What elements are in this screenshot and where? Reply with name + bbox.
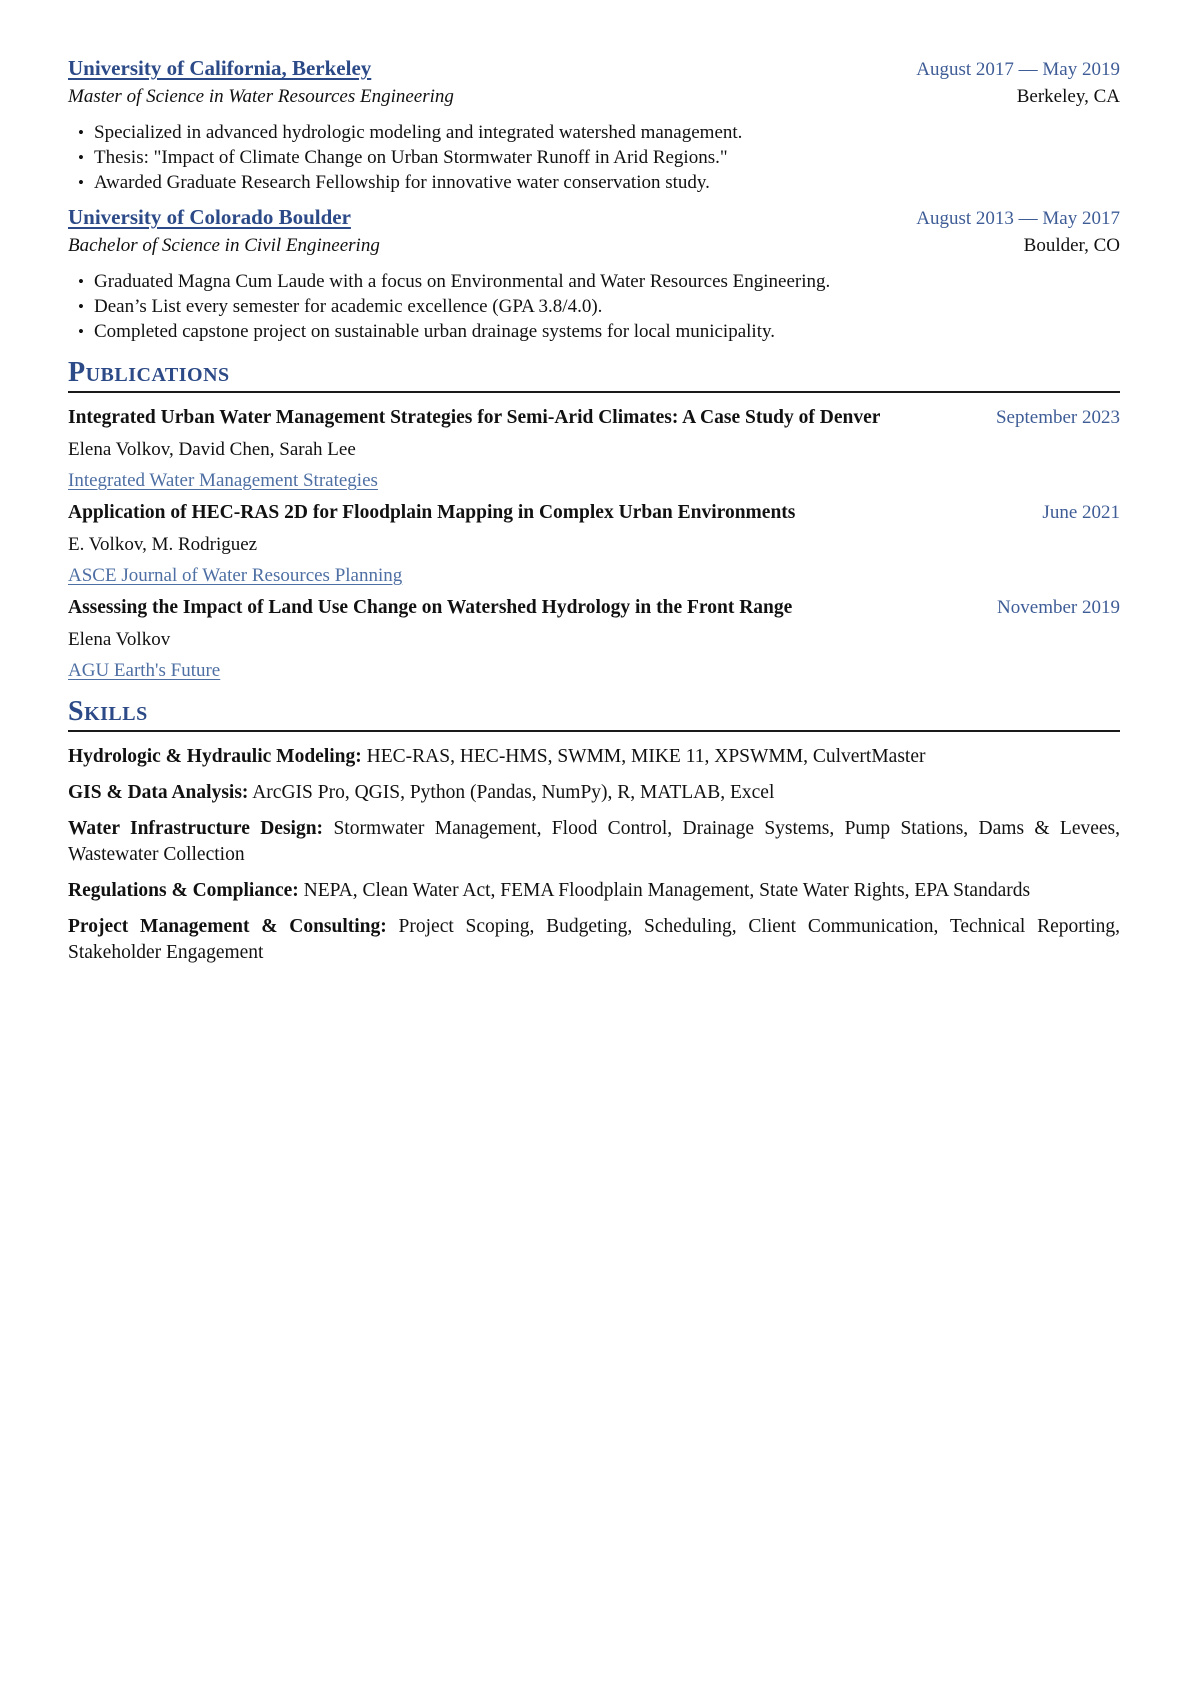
- bullet-item: • Thesis: "Impact of Climate Change on Urban Stormwater Runoff in Arid Regions.": [94, 145, 1120, 170]
- skill-text: Project Scoping, Budgeting, Scheduling, Client Communication, Technical Reporting, Stakeholder Engagement: [68, 916, 1120, 963]
- publication-link[interactable]: AGU Earth's Future: [68, 660, 221, 681]
- publication-item: [68, 595, 1120, 683]
- education-entry-boulder: [68, 205, 1120, 344]
- education-bullet-list: [68, 120, 1120, 195]
- skill-text: HEC-RAS, HEC-HMS, SWMM, MIKE 11, XPSWMM, CulvertMaster: [366, 746, 926, 767]
- education-location: Boulder, CO: [1023, 235, 1120, 256]
- skill-label: Hydrologic & Hydraulic Modeling:: [68, 746, 362, 767]
- bullet-item: • Graduated Magna Cum Laude with a focus on Environmental and Water Resources Engineering.: [94, 269, 1120, 294]
- skill-label: Project Management & Consulting:: [68, 916, 387, 937]
- skill-item: [68, 816, 1120, 868]
- publication-header: [68, 500, 1120, 526]
- bullet-item: • Dean’s List every semester for academic excellence (GPA 3.8/4.0).: [94, 294, 1120, 319]
- publication-item: [68, 500, 1120, 588]
- bullet-item: • Specialized in advanced hydrologic modeling and integrated watershed management.: [94, 120, 1120, 145]
- skill-item: [68, 878, 1120, 904]
- education-entry-header: [68, 205, 1120, 230]
- bullet-item: • Completed capstone project on sustainable urban drainage systems for local municipality.: [94, 319, 1120, 344]
- education-date-range: August 2017 — May 2019: [916, 59, 1120, 80]
- publication-title: Assessing the Impact of Land Use Change on Watershed Hydrology in the Front Range: [68, 597, 793, 618]
- publications-section: [68, 358, 1120, 683]
- education-location: Berkeley, CA: [1016, 86, 1120, 107]
- skill-label: Water Infrastructure Design:: [68, 818, 324, 839]
- bullet-item: • Awarded Graduate Research Fellowship for innovative water conservation study.: [94, 170, 1120, 195]
- education-entry-header: [68, 56, 1120, 81]
- skill-label: Regulations & Compliance:: [68, 880, 299, 901]
- skill-item: [68, 744, 1120, 770]
- publications-section-title: Publications: [68, 358, 1120, 393]
- institution-link-berkeley[interactable]: University of California, Berkeley: [68, 56, 372, 80]
- publication-link[interactable]: Integrated Water Management Strategies: [68, 470, 378, 491]
- skill-item: [68, 914, 1120, 966]
- education-entry-subheader: [68, 86, 1120, 108]
- education-date-range: August 2013 — May 2017: [916, 208, 1120, 229]
- publication-title: Integrated Urban Water Management Strategies for Semi-Arid Climates: A Case Study of Denver: [68, 407, 881, 428]
- degree-title: Bachelor of Science in Civil Engineering: [68, 235, 380, 256]
- publication-date: November 2019: [997, 597, 1120, 618]
- publication-link[interactable]: ASCE Journal of Water Resources Planning: [68, 565, 403, 586]
- skills-section-title: Skills: [68, 697, 1120, 732]
- skill-text: ArcGIS Pro, QGIS, Python (Pandas, NumPy), R, MATLAB, Excel: [252, 782, 775, 803]
- publication-authors: Elena Volkov: [68, 629, 171, 650]
- publication-date: September 2023: [995, 407, 1120, 428]
- education-entry-subheader: [68, 235, 1120, 257]
- skill-label: GIS & Data Analysis:: [68, 782, 249, 803]
- education-bullet-list: [68, 269, 1120, 344]
- education-entry-berkeley: [68, 56, 1120, 195]
- skill-text: Stormwater Management, Flood Control, Drainage Systems, Pump Stations, Dams & Levees, Wastewater Collection: [68, 818, 1121, 865]
- skills-section: [68, 697, 1120, 966]
- publication-authors: Elena Volkov, David Chen, Sarah Lee: [68, 439, 356, 460]
- publication-header: [68, 595, 1120, 621]
- skill-text: NEPA, Clean Water Act, FEMA Floodplain Management, State Water Rights, EPA Standards: [303, 880, 1031, 901]
- education-section: [68, 56, 1120, 344]
- skill-item: [68, 780, 1120, 806]
- publication-authors: E. Volkov, M. Rodriguez: [68, 534, 258, 555]
- publication-title: Application of HEC-RAS 2D for Floodplain Mapping in Complex Urban Environments: [68, 502, 796, 523]
- institution-link-boulder[interactable]: University of Colorado Boulder: [68, 205, 351, 229]
- publication-header: [68, 405, 1120, 431]
- publication-date: June 2021: [1042, 502, 1120, 523]
- degree-title: Master of Science in Water Resources Engineering: [68, 86, 454, 107]
- publication-item: [68, 405, 1120, 493]
